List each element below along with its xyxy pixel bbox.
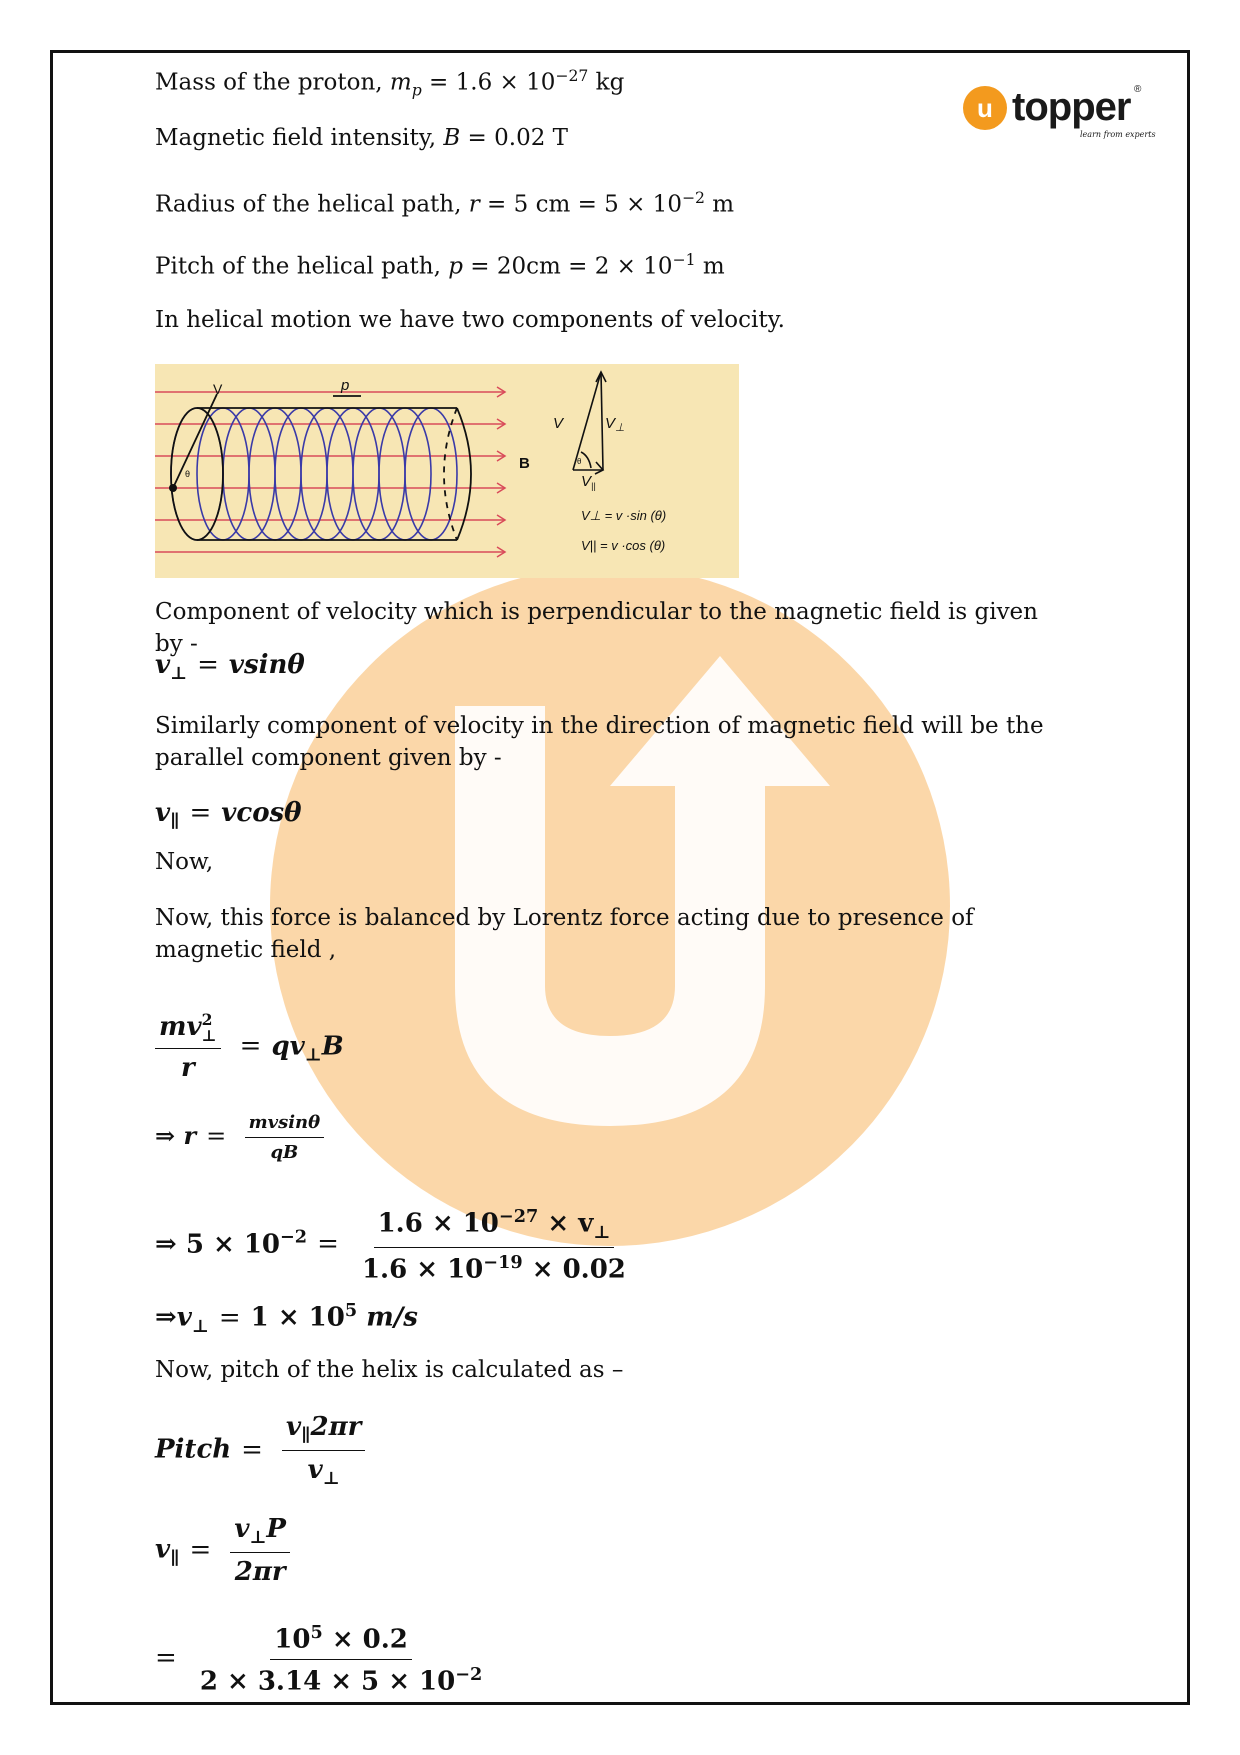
given-pitch: Pitch of the helical path, $p = 20cm = 2 \times 10^{-1}$ m <box>155 250 725 280</box>
svg-text:learn from experts: learn from experts <box>1080 130 1156 139</box>
fig-eq-cos: V|| = v ·cos (θ) <box>581 538 666 553</box>
eq-vparallel: $v_\parallel$ = $\frac{v_\perp P}{2\pi r}$ <box>155 1514 290 1587</box>
fig-b-label: B <box>519 455 530 472</box>
svg-text:topper: topper <box>1012 85 1131 129</box>
fig-p-label: p <box>341 377 350 394</box>
eq-substitution: ⇒ $5 \times 10^{-2}$ = $\frac{1.6 \times 10^{-27} \times v_\perp}{1.6 \times 10^{-19} \times 0.02}$ <box>155 1206 626 1285</box>
given-mass: Mass of the proton, $m_p = 1.6 \times 10^{-27}$ kg <box>155 66 625 100</box>
svg-text:®: ® <box>1134 84 1142 95</box>
fig-theta-left: θ <box>185 469 191 479</box>
now-text: Now, <box>155 849 214 875</box>
fig-vperp: $V_\perp$ <box>605 415 625 434</box>
intro-text: In helical motion we have two components of velocity. <box>155 307 785 333</box>
svg-text:u: u <box>977 93 993 123</box>
fig-theta-right: θ <box>577 457 582 466</box>
given-field: Magnetic field intensity, B = 0.02 T <box>155 125 569 151</box>
topper-logo <box>962 80 1162 146</box>
fig-v0-triangle: V <box>553 415 564 432</box>
text-perpendicular: Component of velocity which is perpendicular to the magnetic field is given by - <box>155 599 1038 657</box>
given-radius: Radius of the helical path, r = 5 cm = $5 \times 10^{-2}$ m <box>155 188 735 218</box>
eq-force-balance: mv 2 ⊥ r = $qv_\perp B$ <box>155 1012 344 1083</box>
fig-v0: V <box>213 381 223 397</box>
eq-radius: ⇒ r = $\frac{mvsin\theta}{qB}$ <box>155 1112 324 1163</box>
eq-pitch: Pitch = $\frac{v_\parallel 2\pi r}{v_\perp}$ <box>155 1412 365 1489</box>
fig-eq-sin: V⊥ = v ·sin (θ) <box>581 508 667 523</box>
eq-vperp-result: $\Rightarrow v_\perp = 1 \times 10^5$ m/s <box>155 1300 418 1337</box>
eq-parallel: $v_\parallel = vcos\theta$ <box>155 798 302 833</box>
eq-perpendicular: $v_\perp = vsin\theta$ <box>155 650 305 685</box>
helix-figure <box>155 364 739 578</box>
text-pitch: Now, pitch of the helix is calculated as – <box>155 1357 624 1383</box>
text-parallel: Similarly component of velocity in the direction of magnetic field will be the parallel component given by - <box>155 713 1044 771</box>
eq-final: = $\frac{10^5 \times 0.2}{2 \times 3.14 \times 5 \times 10^{-2}}$ <box>155 1622 483 1697</box>
fig-vpar: $V_{||}$ <box>581 473 596 491</box>
text-lorentz: Now, this force is balanced by Lorentz force acting due to presence of magnetic field , <box>155 905 974 963</box>
